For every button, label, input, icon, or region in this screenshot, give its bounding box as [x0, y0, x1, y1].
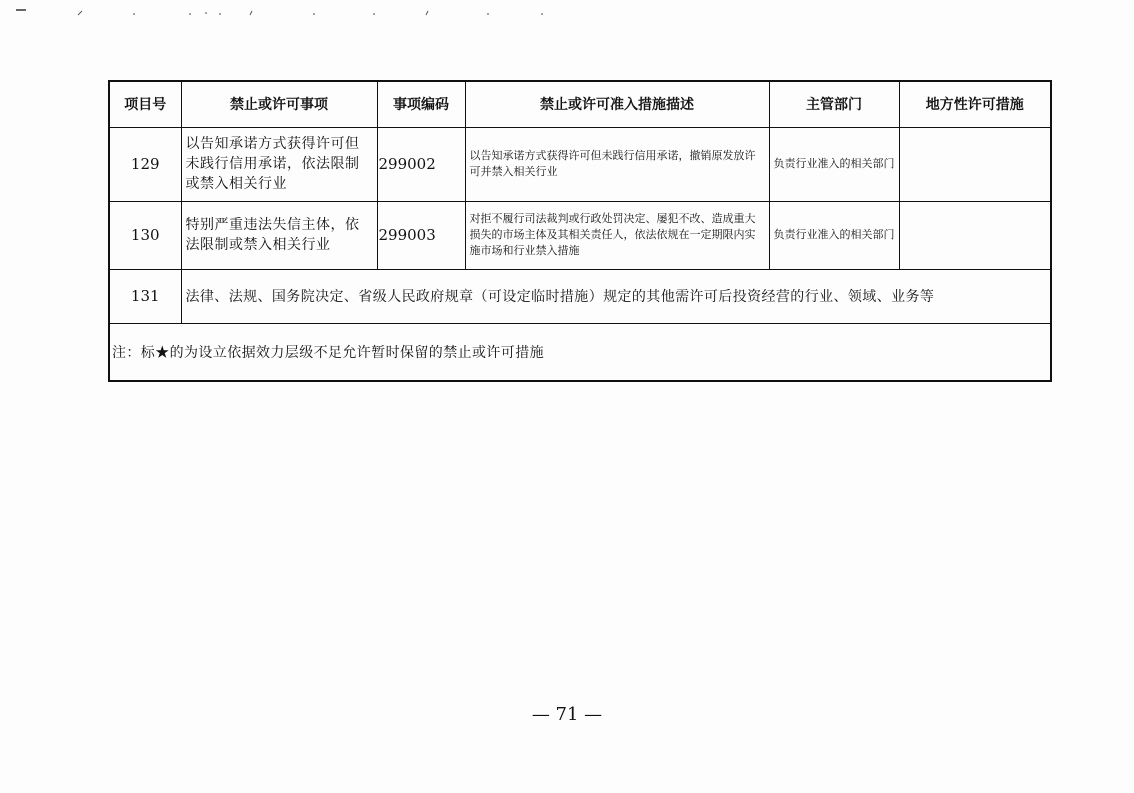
measure-description-cell: 以告知承诺方式获得许可但未践行信用承诺，撤销原发放许可并禁入相关行业	[465, 127, 769, 201]
header-measure-description: 禁止或许可准入措施描述	[465, 81, 769, 127]
item-name-cell: 以告知承诺方式获得许可但未践行信用承诺，依法限制或禁入相关行业	[181, 127, 377, 201]
table-header-row	[109, 81, 1051, 127]
negative-list-table	[108, 80, 1052, 382]
table-row	[109, 127, 1051, 201]
item-code-cell: 299003	[377, 201, 465, 269]
table-note: 注：标★的为设立依据效力层级不足允许暂时保留的禁止或许可措施	[109, 323, 1051, 381]
header-item-number: 项目号	[109, 81, 181, 127]
measure-description-cell: 对拒不履行司法裁判或行政处罚决定、屡犯不改、造成重大损失的市场主体及其相关责任人，依法依规在一定期限内实施市场和行业禁入措施	[465, 201, 769, 269]
item-number-cell: 129	[109, 127, 181, 201]
header-prohibited-or-permitted-item: 禁止或许可事项	[181, 81, 377, 127]
scan-artifact-marks	[14, 6, 554, 20]
local-measures-cell	[899, 201, 1051, 269]
department-cell: 负责行业准入的相关部门	[769, 127, 899, 201]
department-cell: 负责行业准入的相关部门	[769, 201, 899, 269]
header-competent-department: 主管部门	[769, 81, 899, 127]
note-row	[109, 323, 1051, 381]
merged-item-text-cell: 法律、法规、国务院决定、省级人民政府规章（可设定临时措施）规定的其他需许可后投资经营的行业、领域、业务等	[181, 269, 1051, 323]
item-number-cell: 130	[109, 201, 181, 269]
header-local-permit-measures: 地方性许可措施	[899, 81, 1051, 127]
header-item-code: 事项编码	[377, 81, 465, 127]
table-row	[109, 201, 1051, 269]
page-number: — 71 —	[531, 704, 603, 725]
item-number-cell: 131	[109, 269, 181, 323]
item-code-cell: 299002	[377, 127, 465, 201]
local-measures-cell	[899, 127, 1051, 201]
item-name-cell: 特别严重违法失信主体，依法限制或禁入相关行业	[181, 201, 377, 269]
table-row	[109, 269, 1051, 323]
